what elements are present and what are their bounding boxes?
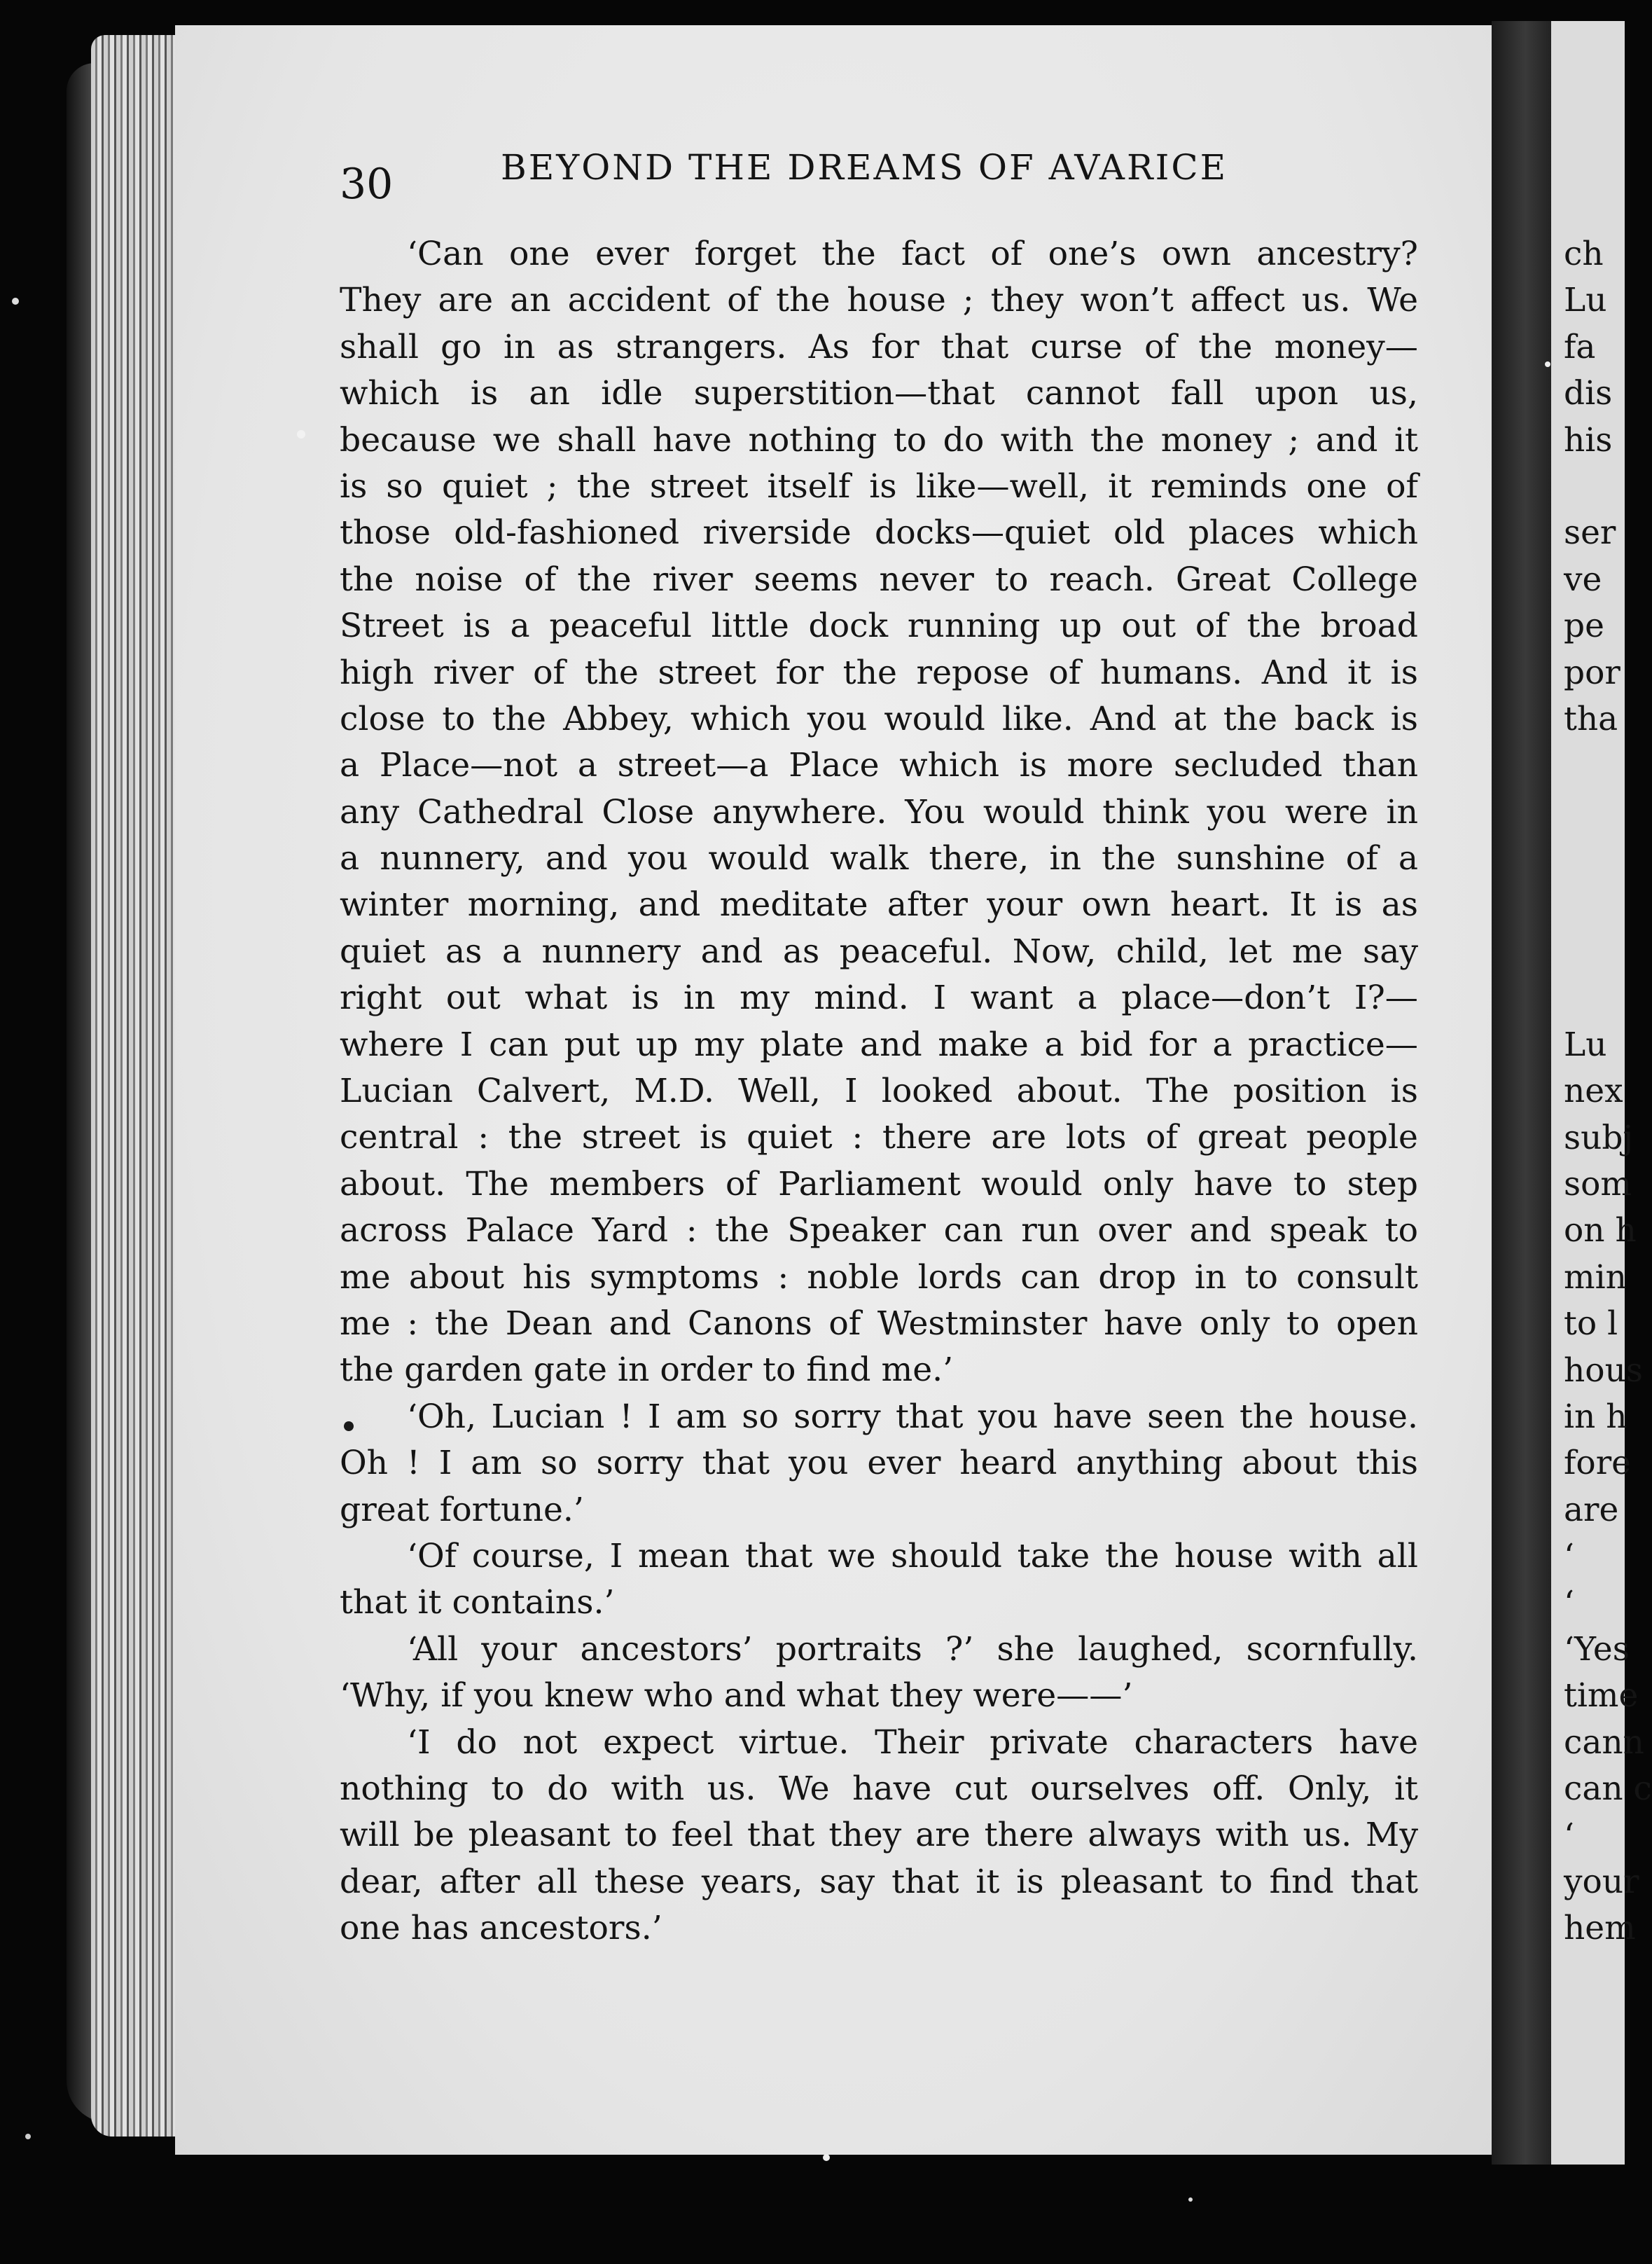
next-page-fragment: time [1564,1676,1639,1716]
text-line: one has ancestors.’ [340,1909,662,1948]
next-page-fragment: por [1564,653,1620,692]
text-line: those old-fashioned riverside docks—quiet old places which [340,513,1418,553]
next-page-fragment: in h [1564,1397,1627,1436]
text-line: Street is a peaceful little dock running up out of the broad [340,607,1418,646]
text-line: the garden gate in order to find me.’ [340,1351,954,1390]
next-page-fragment: ve [1564,560,1602,599]
page-header [340,147,1411,209]
next-page-fragment: nex [1564,1072,1623,1111]
next-page-fragment: som [1564,1165,1632,1203]
text-line: ‘Of course, I mean that we should take the house with all [407,1536,1418,1575]
next-page-fragment: fa [1564,327,1596,366]
text-line: me about his symptoms : noble lords can drop in to consult [340,1257,1418,1297]
next-page-fragment: ser [1564,513,1616,553]
text-line: close to the Abbey, which you would like. And at the back is [340,699,1418,738]
text-line: will be pleasant to feel that they are there always with us. My [340,1816,1418,1855]
text-line: right out what is in my mind. I want a place—don’t I?— [340,979,1418,1018]
next-page-fragment: ‘ [1564,1537,1574,1576]
text-line: because we shall have nothing to do with the money ; and it [340,420,1418,460]
text-line: any Cathedral Close anywhere. You would think you were in [340,792,1418,831]
next-page-fragment: tha [1564,700,1618,738]
text-line: across Palace Yard : the Speaker can run over and speak to [340,1211,1418,1250]
next-page-fragment: can c [1564,1769,1652,1809]
text-line: great fortune.’ [340,1490,584,1529]
page-edges [91,35,189,2137]
text-line: a nunnery, and you would walk there, in the sunshine of a [340,839,1418,878]
running-title: BEYOND THE DREAMS OF AVARICE [501,147,1228,188]
next-page-fragment: pe [1564,607,1604,646]
text-line: me : the Dean and Canons of Westminster have only to open [340,1304,1418,1343]
body-text [340,231,1418,1952]
text-line: Oh ! I am so sorry that you ever heard anything about this [340,1444,1418,1483]
text-line: ‘I do not expect virtue. Their private characters have [407,1723,1418,1762]
next-page-fragment: your [1564,1863,1639,1901]
text-line: ‘Can one ever forget the fact of one’s own ancestry? [407,235,1418,273]
text-line: Lucian Calvert, M.D. Well, I looked about. The position is [340,1072,1418,1111]
text-line: ‘All your ancestors’ portraits ?’ she laughed, scornfully. [407,1629,1418,1669]
text-line: that it contains.’ [340,1583,615,1622]
text-line: which is an idle superstition—that cannot fall upon us, [340,374,1418,413]
text-line: is so quiet ; the street itself is like—well, it reminds one of [340,467,1418,506]
next-page-fragment: dis [1564,374,1613,413]
next-page-fragment: cann [1564,1723,1644,1762]
next-page-fragment: fore [1564,1444,1631,1483]
next-page-fragment: ch [1564,235,1604,273]
next-page-fragment: subj [1564,1118,1634,1157]
text-line: nothing to do with us. We have cut ourselves off. Only, it [340,1769,1418,1808]
text-line: high river of the street for the repose of humans. And it is [340,653,1418,692]
text-line: central : the street is quiet : there are lots of great people [340,1118,1418,1157]
text-line: winter morning, and meditate after your own heart. It is as [340,885,1418,925]
next-page-fragment: Lu [1564,281,1607,320]
next-page-fragment: ‘Yes [1564,1630,1630,1669]
next-page-fragment: min [1564,1257,1627,1297]
text-line: a Place—not a street—a Place which is more secluded than [340,746,1418,785]
next-page-fragment: hem [1564,1909,1636,1948]
text-line: dear, after all these years, say that it is pleasant to find that [340,1862,1418,1901]
next-page-fragment: hous [1564,1351,1643,1390]
next-page-fragment: on h [1564,1211,1637,1250]
text-line: quiet as a nunnery and as peaceful. Now, child, let me say [340,932,1418,971]
text-line: the noise of the river seems never to reach. Great College [340,560,1418,599]
text-line: They are an accident of the house ; they won’t affect us. We [340,281,1418,320]
next-page-fragment: his [1564,420,1613,460]
text-line: shall go in as strangers. As for that curse of the money— [340,327,1418,366]
text-line: ‘Why, if you knew who and what they were——’ [340,1676,1133,1716]
next-page-fragment: ‘ [1564,1816,1574,1855]
page-number: 30 [340,160,394,209]
next-page-edge [1551,21,1652,2165]
next-page-fragment: ‘ [1564,1583,1574,1622]
text-line: about. The members of Parliament would only have to step [340,1164,1418,1203]
next-page-fragment: to l [1564,1304,1618,1344]
next-page-fragment: Lu [1564,1025,1607,1064]
next-page-fragment: are [1564,1490,1619,1529]
text-line: where I can put up my plate and make a bid for a practice— [340,1025,1418,1064]
text-line: ‘Oh, Lucian ! I am so sorry that you have seen the house. [407,1397,1418,1436]
